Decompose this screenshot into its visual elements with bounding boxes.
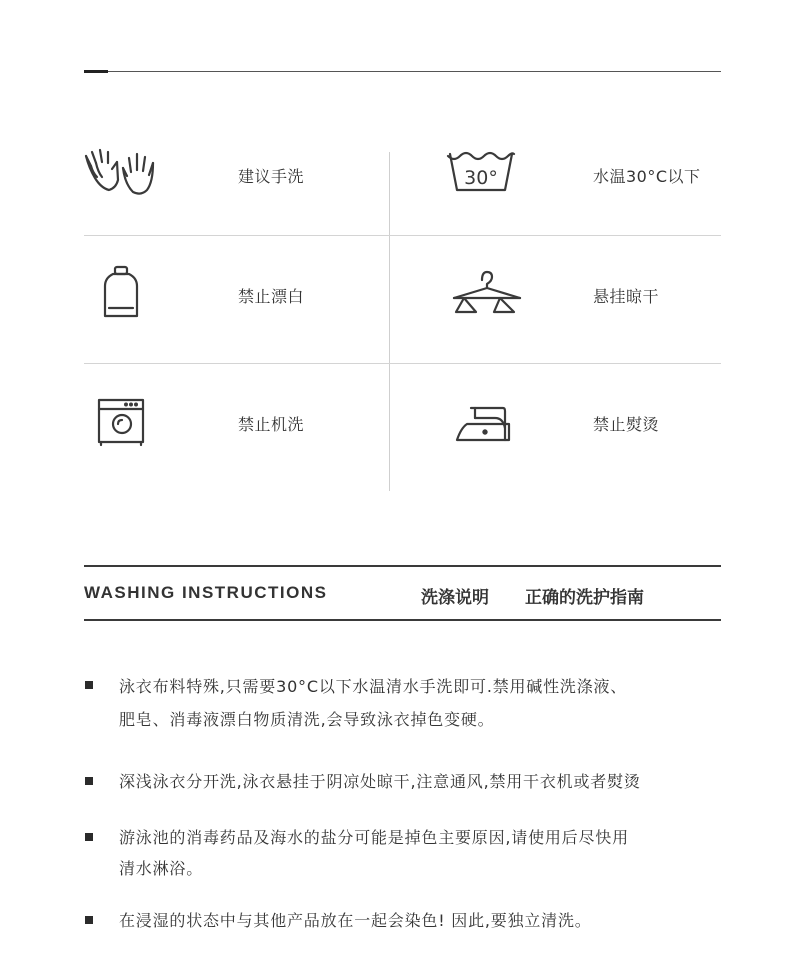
bleach-bottle-icon [83, 264, 161, 320]
bullet-icon [85, 777, 93, 785]
care-label-no-machine-wash: 禁止机洗 [238, 415, 305, 434]
care-label-no-bleach: 禁止漂白 [238, 287, 305, 306]
hanger-dry-icon [448, 268, 526, 324]
instruction-line: 游泳池的消毒药品及海水的盐分可能是掉色主要原因,请使用后尽快用 [119, 828, 629, 847]
grid-vertical-divider [389, 152, 390, 491]
instruction-line: 泳衣布料特殊,只需要30°C以下水温清水手洗即可.禁用碱性洗涤液、 [119, 677, 628, 696]
instruction-line: 深浅泳衣分开洗,泳衣悬挂于阴凉处晾干,注意通风,禁用干衣机或者熨烫 [119, 772, 641, 791]
grid-row-divider [84, 235, 721, 236]
band-title-english: WASHING INSTRUCTIONS [84, 583, 328, 602]
top-divider [84, 71, 721, 72]
svg-text:30°: 30° [464, 167, 498, 189]
washing-machine-icon [82, 394, 160, 450]
instruction-line: 清水淋浴。 [119, 859, 204, 878]
band-top-divider [84, 565, 721, 567]
bullet-icon [85, 833, 93, 841]
band-subtitle-chinese: 正确的洗护指南 [525, 588, 644, 608]
top-divider-accent [84, 70, 108, 73]
care-label-hang-dry: 悬挂晾干 [593, 287, 660, 306]
care-label-hand-wash: 建议手洗 [238, 167, 305, 186]
iron-icon [445, 398, 523, 454]
grid-row-divider [84, 363, 721, 364]
bullet-icon [85, 916, 93, 924]
band-title-chinese: 洗涤说明 [421, 588, 489, 608]
band-bottom-divider [84, 619, 721, 621]
hand-wash-icon [83, 146, 161, 202]
wash-30-icon [442, 146, 520, 202]
instruction-line: 肥皂、消毒液漂白物质清洗,会导致泳衣掉色变硬。 [119, 710, 495, 729]
bullet-icon [85, 681, 93, 689]
care-label-water-temp: 水温30°C以下 [593, 167, 701, 186]
care-label-no-iron: 禁止熨烫 [593, 415, 660, 434]
instruction-line: 在浸湿的状态中与其他产品放在一起会染色! 因此,要独立清洗。 [119, 911, 592, 930]
